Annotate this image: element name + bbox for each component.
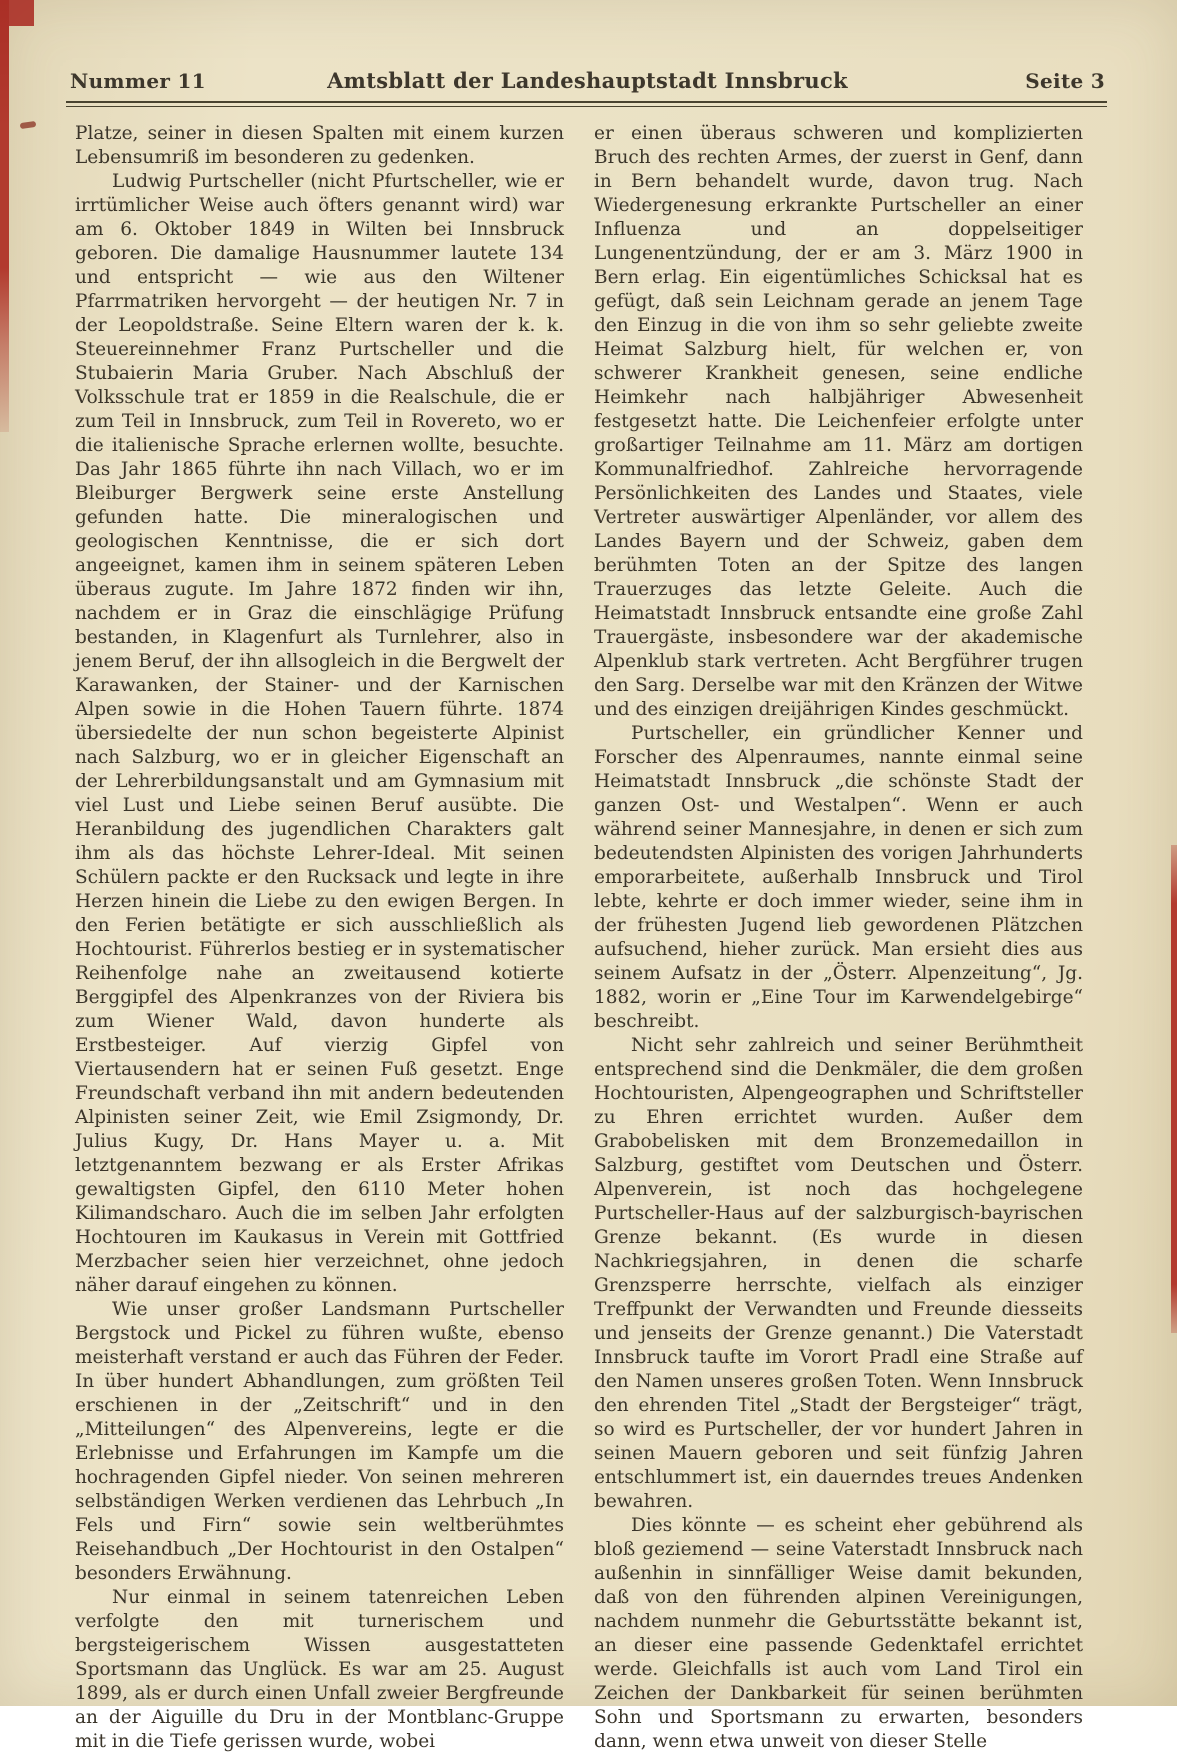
- paragraph: Ludwig Purtscheller (nicht Pfurtscheller, wie er irrtümlicher Weise auch öfters genannt wird) war am 6. Oktober 1849 in Wilten bei Innsbruck geboren. Die damalige Hausnummer lautete 134 und entspricht — wie aus den Wiltener Pfarrmatriken hervorgeht — der heutigen Nr. 7 in der Leopoldstraße. Seine Eltern waren der k. k. Steuereinnehmer Franz Purtscheller und die Stubaierin Maria Gruber. Nach Abschluß der Volksschule trat er 1859 in die Realschule, die er zum Teil in Innsbruck, zum Teil in Rovereto, wo er die italienische Sprache erlernen wollte, besuchte. Das Jahr 1865 führte ihn nach Villach, wo er im Bleiburger Bergwerk seine erste Anstellung gefunden hatte. Die mineralogischen und geologischen Kenntnisse, die er sich dort angeeignet, kamen ihm in seinem späteren Leben überaus zugute. Im Jahre 1872 finden wir ihn, nachdem er in Graz die einschlägige Prüfung bestanden, in Klagenfurt als Turnlehrer, also in jenem Beruf, der ihn allsogleich in die Bergwelt der Karawanken, der Stainer- und der Karnischen Alpen sowie in die Hohen Tauern führte. 1874 übersiedelte der nun schon begeisterte Alpinist nach Salzburg, wo er in gleicher Eigenschaft an der Lehrerbildungsanstalt und am Gymnasium mit viel Lust und Liebe seinen Beruf ausübte. Die Heranbildung des jugendlichen Charakters galt ihm als das höchste Lehrer-Ideal. Mit seinen Schülern packte er den Rucksack und legte in ihre Herzen hinein die Liebe zu den ewigen Bergen. In den Ferien betätigte er sich ausschließlich als Hochtourist. Führerlos bestieg er in systematischer Reihenfolge nahe an zweitausend kotierte Berggipfel des Alpenkranzes von der Riviera bis zum Wiener Wald, davon hunderte als Erstbesteiger. Auf vierzig Gipfel von Viertausendern hat er seinen Fuß gesetzt. Enge Freundschaft verband ihn mit andern bedeutenden Alpinisten seiner Zeit, wie Emil Zsigmondy, Dr. Julius Kugy, Dr. Hans Mayer u. a. Mit letztgenanntem bezwang er als Erster Afrikas gewaltigsten Gipfel, den 6110 Meter hohen Kilimandscharo. Auch die im selben Jahr erfolgten Hochtouren im Kaukasus in Verein mit Gottfried Merzbacher seien hier verzeichnet, ohne jedoch näher darauf eingehen zu können.: [75, 171, 564, 1296]
- page-title: Amtsblatt der Landeshauptstadt Innsbruck: [327, 68, 848, 93]
- page-header: [70, 68, 1105, 93]
- issue-number: Nummer 11: [70, 69, 206, 93]
- scan-artifact-right-strip: [1171, 845, 1177, 1333]
- right-column: [594, 122, 1083, 1754]
- scan-artifact-left-strip: [0, 0, 9, 432]
- page-number: Seite 3: [1025, 69, 1105, 93]
- paragraph: Dies könnte — es scheint eher gebührend als bloß geziemend — seine Vaterstadt Innsbruck nach außenhin in sinnfälliger Weise damit bekunden, daß von den führenden alpinen Vereinigungen, nachdem nunmehr die Geburtsstätte bekannt ist, an dieser eine passende Gedenktafel errichtet werde. Gleichfalls ist auch vom Land Tirol ein Zeichen der Dankbarkeit für seinen berühmten Sohn und Sportsmann zu erwarten, besonders dann, wenn etwa unweit von dieser Stelle: [594, 1515, 1083, 1752]
- paragraph: Nicht sehr zahlreich und seiner Berühmtheit entsprechend sind die Denkmäler, die dem großen Hochtouristen, Alpengeographen und Schriftsteller zu Ehren errichtet wurden. Außer dem Grabobelisken mit dem Bronzemedaillon in Salzburg, gestiftet vom Deutschen und Österr. Alpenverein, ist noch das hochgelegene Purtscheller-Haus auf der salzburgisch-bayrischen Grenze bekannt. (Es wurde in diesen Nachkriegsjahren, in denen die scharfe Grenzsperre herrschte, vielfach als einziger Treffpunkt der Verwandten und Freunde diesseits und jenseits der Grenze genannt.) Die Vaterstadt Innsbruck taufte im Vorort Pradl eine Straße auf den Namen unseres großen Toten. Wenn Innsbruck den ehrenden Titel „Stadt der Bergsteiger“ trägt, so wird es Purtscheller, der vor hundert Jahren in seinen Mauern geboren und seit fünfzig Jahren entschlummert ist, ein dauerndes treues Andenken bewahren.: [594, 1035, 1083, 1512]
- scan-artifact-dash: [20, 121, 37, 129]
- paragraph: Purtscheller, ein gründlicher Kenner und Forscher des Alpenraumes, nannte einmal seine Heimatstadt Innsbruck „die schönste Stadt der ganzen Ost- und Westalpen“. Wenn er auch während seiner Mannesjahre, in denen er sich zum bedeutendsten Alpinisten des vorigen Jahrhunderts emporarbeitete, außerhalb Innsbruck und Tirol lebte, kehrte er doch immer wieder, seine ihm in der frühesten Jugend lieb gewordenen Plätzchen aufsuchend, hieher zurück. Man ersieht dies aus seinem Aufsatz in der „Österr. Alpenzeitung“, Jg. 1882, worin er „Eine Tour im Karwendelgebirge“ beschreibt.: [594, 723, 1083, 1032]
- header-divider: [66, 101, 1107, 107]
- paragraph: Wie unser großer Landsmann Purtscheller Bergstock und Pickel zu führen wußte, ebenso meisterhaft verstand er auch das Führen der Feder. In über hundert Abhandlungen, zum größten Teil erschienen in der „Zeitschrift“ und in den „Mitteilungen“ des Alpenvereins, legte er die Erlebnisse und Erfahrungen im Kampfe um die hochragenden Gipfel nieder. Von seinen mehreren selbständigen Werken verdienen das Lehrbuch „In Fels und Firn“ sowie sein weltberühmtes Reisehandbuch „Der Hochtourist in den Ostalpen“ besonders Erwähnung.: [75, 1299, 564, 1584]
- article-body: [75, 122, 1083, 1754]
- left-column: [75, 122, 564, 1754]
- paragraph: Nur einmal in seinem tatenreichen Leben verfolgte den mit turnerischem und bergsteigerischem Wissen ausgestatteten Sportsmann das Unglück. Es war am 25. August 1899, als er durch einen Unfall zweier Bergfreunde an der Aiguille du Dru in der Montblanc-Gruppe mit in die Tiefe gerissen wurde, wobei: [75, 1587, 564, 1752]
- paragraph: Platze, seiner in diesen Spalten mit einem kurzen Lebensumriß im besonderen zu gedenken.: [75, 123, 564, 168]
- paragraph: er einen überaus schweren und komplizierten Bruch des rechten Armes, der zuerst in Genf, dann in Bern behandelt wurde, davon trug. Nach Wiedergenesung erkrankte Purtscheller an einer Influenza und an doppelseitiger Lungenentzündung, der er am 3. März 1900 in Bern erlag. Ein eigentümliches Schicksal hat es gefügt, daß sein Leichnam gerade an jenem Tage den Einzug in die von ihm so sehr geliebte zweite Heimat Salzburg hielt, für welchen er, von schwerer Krankheit genesen, seine endliche Heimkehr nach halbjähriger Abwesenheit festgesetzt hatte. Die Leichenfeier erfolgte unter großartiger Teilnahme am 11. März am dortigen Kommunalfriedhof. Zahlreiche hervorragende Persönlichkeiten des Landes und Staates, viele Vertreter auswärtiger Alpenländer, vor allem des Landes Bayern und der Schweiz, gaben dem berühmten Toten an der Spitze des langen Trauerzuges das letzte Geleite. Auch die Heimatstadt Innsbruck entsandte eine große Zahl Trauergäste, insbesondere war der akademische Alpenklub stark vertreten. Acht Bergführer trugen den Sarg. Derselbe war mit den Kränzen der Witwe und des einzigen dreijährigen Kindes geschmückt.: [594, 123, 1083, 720]
